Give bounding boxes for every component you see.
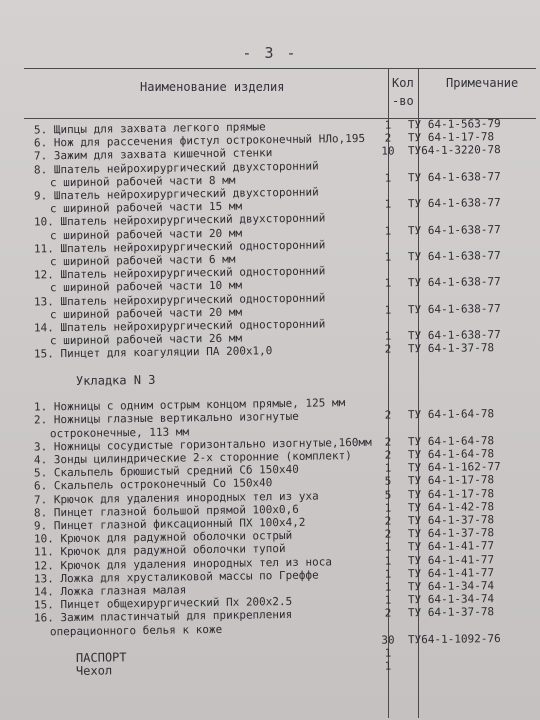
item-quantity: 2 xyxy=(384,435,392,449)
item-name: Укладка N 3 xyxy=(75,372,156,388)
item-quantity: 1 xyxy=(384,580,392,594)
item-name: 7. Крючок для удаления инородных тел из уха xyxy=(33,489,319,507)
item-quantity: 2 xyxy=(384,527,392,541)
item-name: 8. Пинцет глазной большой прямой 100х0,6 xyxy=(33,502,299,520)
item-name: ПАСПОРТ xyxy=(75,650,127,665)
item-name: 10. Шпатель нейрохирургический двухсторонний xyxy=(33,211,326,229)
item-name: 11. Крючок для радужной оболочки тупой xyxy=(33,542,286,559)
item-name: 12. Шпатель нейрохирургический односторонний xyxy=(33,264,326,282)
item-name: 9. Шпатель нейрохирургический двухсторонний xyxy=(33,185,319,203)
header-qty-line2: -во xyxy=(392,94,414,108)
item-name: с шириной рабочей части 8 мм xyxy=(49,173,236,190)
item-name: 3. Ножницы сосудистые горизонтально изогнутые,160мм xyxy=(33,435,372,454)
item-note: ТУ 64-1-638-77 xyxy=(407,301,501,317)
item-quantity: 2 xyxy=(384,131,392,145)
item-name: 6. Скальпель остроконечный Со 150х40 xyxy=(33,476,273,493)
item-name: 1. Ножницы с одним острым концом прямые, 125 мм xyxy=(33,396,346,414)
item-quantity: 1 xyxy=(384,171,392,185)
item-name: 5. Щипцы для захвата легкого прямые xyxy=(33,120,266,137)
item-quantity: 1 xyxy=(384,461,392,475)
item-note: ТУ 64-1-64-78 xyxy=(407,447,495,462)
item-name: Чехол xyxy=(75,663,113,679)
item-quantity: 5 xyxy=(384,474,392,489)
item-note: ТУ 64-1-638-77 xyxy=(407,196,501,211)
item-note: ТУ 64-1-17-78 xyxy=(407,130,495,145)
item-name: 5. Скальпель брюшистый средний Сб 150х40 xyxy=(33,463,299,480)
header-note: Примечание xyxy=(446,76,519,90)
item-note: ТУ 64-1-42-78 xyxy=(407,499,495,515)
item-quantity: 1 xyxy=(384,118,392,132)
item-note: ТУ 64-1-563-79 xyxy=(407,117,501,132)
item-note: ТУ 64-1-37-78 xyxy=(407,341,495,356)
item-name: 14. Шпатель нейрохирургический односторонний xyxy=(33,317,326,335)
item-quantity: 1 xyxy=(384,501,392,515)
item-quantity: 2 xyxy=(384,606,392,621)
item-name: 11. Шпатель нейрохирургический односторонний xyxy=(33,238,326,256)
item-note: ТУ 64-1-41-77 xyxy=(407,565,495,581)
item-quantity: 1 xyxy=(384,224,392,238)
item-note: ТУ 64-1-64-78 xyxy=(407,433,495,449)
item-name: с шириной рабочей части 20 мм xyxy=(49,305,243,322)
item-note: ТУ 64-1-17-78 xyxy=(407,473,495,488)
item-quantity: 1 xyxy=(384,567,392,581)
item-quantity: 1 xyxy=(384,250,392,264)
item-quantity: 30 xyxy=(381,633,395,647)
item-quantity: 2 xyxy=(384,448,392,462)
page-number: - 3 - xyxy=(242,44,298,62)
item-note: ТУ 64-1-638-77 xyxy=(407,169,501,185)
item-note: ТУ 64-1-34-74 xyxy=(407,592,495,607)
header-qty-line1: Кол xyxy=(392,76,414,90)
item-quantity: 10 xyxy=(381,144,395,159)
item-note: ТУ 64-1-17-78 xyxy=(407,486,495,501)
item-quantity: 1 xyxy=(384,659,392,673)
item-note: ТУ 64-1-34-74 xyxy=(407,579,495,594)
item-note: ТУ 64-1-638-77 xyxy=(407,249,501,264)
item-name: с шириной рабочей части 15 мм xyxy=(49,199,243,216)
item-name: 12. Крючок для удаления инородных тел из носа xyxy=(33,554,333,573)
item-quantity: 2 xyxy=(384,342,392,357)
item-quantity: 1 xyxy=(384,540,392,555)
item-quantity: 1 xyxy=(384,303,392,317)
item-note: ТУ 64-1-638-77 xyxy=(407,328,501,343)
item-name: 8. Шпатель нейрохирургический двухсторонний xyxy=(33,159,319,177)
item-name: операционного белья к коже xyxy=(49,622,223,638)
item-name: с шириной рабочей части 6 мм xyxy=(49,252,236,269)
item-name: 16. Зажим пластинчатый для прикрепления xyxy=(33,608,293,625)
item-name: 9. Пинцет глазной фиксационный ПХ 100х4,2 xyxy=(33,515,306,533)
item-quantity: 1 xyxy=(384,276,392,291)
item-quantity: 2 xyxy=(384,408,392,423)
item-note: ТУ 64-1-41-77 xyxy=(407,552,495,567)
item-name: 15. Пинцет для коагуляции ПА 200х1,0 xyxy=(33,344,273,361)
item-name: 10. Крючок для радужной оболочки острый xyxy=(33,529,293,546)
item-name: 14. Ложка глазная малая xyxy=(33,583,187,599)
item-quantity: 1 xyxy=(384,646,392,660)
item-name: 4. Зонды цилиндрические 2-х сторонние (комплект) xyxy=(33,449,352,467)
item-note: ТУ 64-1-37-78 xyxy=(407,526,495,541)
item-quantity: 1 xyxy=(384,593,392,607)
item-note: ТУ 64-1-162-77 xyxy=(407,460,501,475)
item-note: ТУ 64-1-41-77 xyxy=(407,539,495,554)
item-note: ТУ64-1-3220-78 xyxy=(407,143,501,158)
item-quantity: 1 xyxy=(384,197,392,211)
item-quantity: 5 xyxy=(384,488,392,502)
item-name: с шириной рабочей части 10 мм xyxy=(49,279,243,295)
item-name: 2. Ножницы глазные вертикально изогнутые xyxy=(33,410,299,427)
item-note: ТУ 64-1-37-78 xyxy=(407,513,495,528)
item-name: с шириной рабочей части 20 мм xyxy=(49,226,243,242)
item-name: 6. Нож для рассечения фистул остроконечный НЛо,195 xyxy=(33,132,366,150)
item-quantity: 1 xyxy=(384,554,392,568)
item-note: ТУ 64-1-64-78 xyxy=(407,407,495,422)
item-name: с шириной рабочей части 26 мм xyxy=(49,331,243,348)
item-note: ТУ 64-1-638-77 xyxy=(407,222,501,237)
item-name: 15. Пинцет общехирургический Пх 200х2.5 xyxy=(33,595,293,612)
item-note: ТУ64-1-1092-76 xyxy=(407,631,501,647)
item-note: ТУ 64-1-638-77 xyxy=(407,275,501,290)
item-name: 7. Зажим для захвата кишечной стенки xyxy=(33,146,273,163)
item-name: 13. Ложка для хрусталиковой массы по Греффе xyxy=(33,568,319,586)
item-name: 13. Шпатель нейрохирургический односторонний xyxy=(33,291,326,309)
item-quantity: 2 xyxy=(384,514,392,528)
item-note: ТУ 64-1-37-78 xyxy=(407,605,495,620)
header-name: Наименование изделия xyxy=(140,80,285,94)
item-quantity: 1 xyxy=(384,329,392,343)
item-name: остроконечные, 113 мм xyxy=(49,424,190,440)
